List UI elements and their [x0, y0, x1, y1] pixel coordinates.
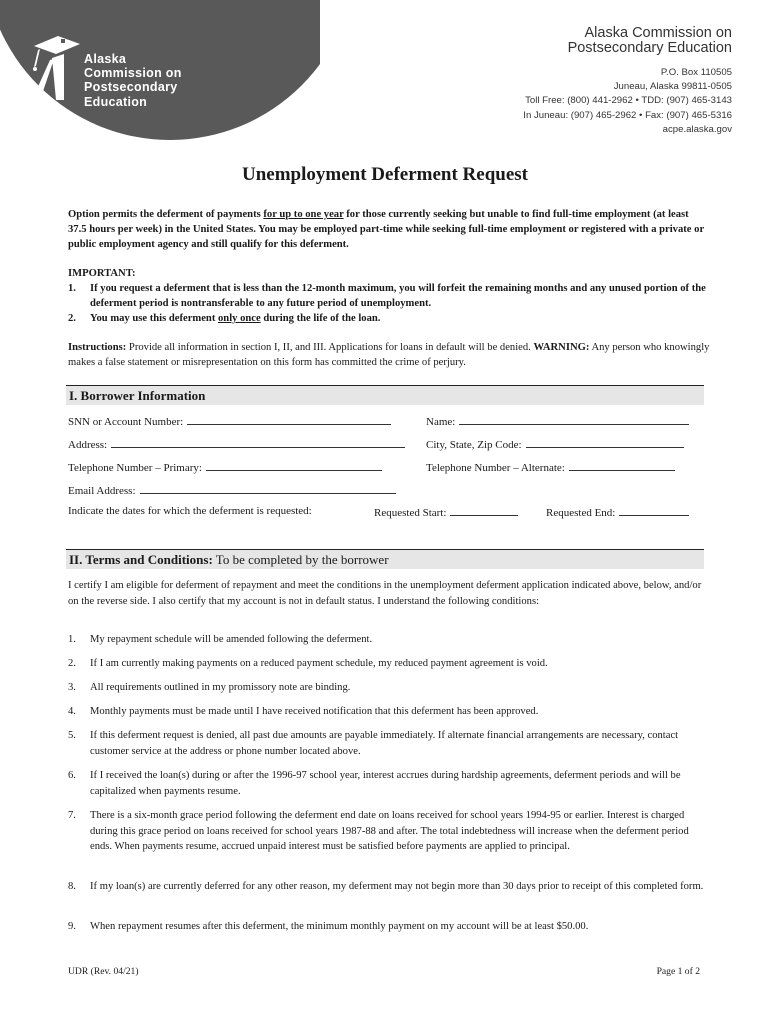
agency-contact [523, 26, 732, 137]
phone-line: Toll Free: (800) 441-2962 • TDD: (907) 465-3143 [525, 95, 732, 107]
important-block [68, 266, 708, 326]
page-number: Page 1 of 2 [656, 966, 700, 977]
condition-item [68, 656, 704, 672]
ssn-input-line[interactable] [187, 414, 391, 425]
section-heading-borrower [66, 385, 704, 405]
address-line: Juneau, Alaska 99811-0505 [613, 81, 732, 93]
condition-text: There is a six-month grace period following the deferment end date on loans received for school years 1994-95 or earlier. Interest is charged during this grace period on loans received for school years 1987-88 and after. The total indebtedness will increase when the deferment period ends. When payments resume, accrued unpaid interest must be satisfied before payments are applied to principal. [90, 810, 689, 852]
condition-item [68, 919, 704, 935]
warning-text: Any person who knowingly makes a false statement or misrepresentation on this form has committed the crime of perjury. [68, 342, 710, 368]
logo-text [84, 52, 182, 109]
name-input-line[interactable] [459, 414, 689, 425]
intro-emphasis: for up to one year [263, 209, 344, 220]
instructions [68, 340, 713, 370]
condition-number: 2. [68, 658, 76, 669]
field-label: Telephone Number – Primary: [68, 462, 202, 474]
important-item [68, 281, 708, 311]
address-input-line[interactable] [111, 437, 405, 448]
condition-number: 4. [68, 706, 76, 717]
condition-item [68, 768, 704, 799]
field-label: Telephone Number – Alternate: [426, 462, 565, 474]
condition-item [68, 632, 704, 648]
tel-alt-field[interactable] [426, 460, 675, 474]
tel-primary-field[interactable] [68, 460, 382, 474]
section-title: II. Terms and Conditions: [69, 552, 213, 567]
condition-number: 3. [68, 682, 76, 693]
phone-line: In Juneau: (907) 465-2962 • Fax: (907) 465-5316 [523, 109, 732, 121]
requested-start-input-line[interactable] [450, 505, 518, 516]
logo-line: Postsecondary [84, 80, 178, 95]
agency-name: Postsecondary Education [567, 40, 732, 56]
field-label: Name: [426, 416, 456, 428]
item-text: You may use this deferment [90, 313, 218, 324]
address-line: P.O. Box 110505 [660, 67, 732, 78]
item-text: during the life of the loan. [260, 313, 381, 324]
intro-text: Option permits the deferment of payments [68, 209, 264, 220]
logo-line: Education [84, 94, 148, 109]
city-field[interactable] [426, 437, 684, 451]
condition-number: 8. [68, 881, 76, 892]
field-label: Email Address: [68, 485, 136, 497]
condition-item [68, 728, 704, 759]
section-title: I. Borrower Information [69, 388, 206, 403]
condition-text: If I am currently making payments on a reduced payment schedule, my reduced payment agreement is void. [90, 658, 548, 669]
important-item [68, 311, 708, 326]
website: acpe.alaska.gov [662, 123, 732, 135]
condition-text: If this deferment request is denied, all past due amounts are payable immediately. If alternate financial arrangements are necessary, contact customer service at the address or phone number located above. [90, 730, 679, 757]
name-field[interactable] [426, 414, 689, 428]
ssn-field[interactable] [68, 414, 391, 428]
section-heading-terms [66, 549, 704, 569]
intro-paragraph [68, 207, 708, 252]
section-subtitle: To be completed by the borrower [212, 552, 389, 567]
condition-item [68, 680, 704, 696]
condition-item [68, 704, 704, 720]
condition-item [68, 879, 704, 895]
condition-text: Monthly payments must be made until I have received notification that this deferment has been approved. [90, 706, 539, 717]
warning-label: WARNING: [533, 342, 590, 353]
condition-number: 1. [68, 634, 76, 645]
instructions-label: Instructions: [68, 342, 127, 353]
requested-start-field[interactable] [374, 505, 518, 519]
terms-intro: I certify I am eligible for deferment of repayment and meet the conditions in the unemployment deferment application indicated above, below, and/or on the reverse side. I also certify that my account is not in default status. I understand the following conditions: [68, 580, 702, 607]
condition-item [68, 808, 704, 855]
alaska-mortarboard-icon [28, 32, 82, 104]
field-label: Address: [68, 439, 108, 451]
intro-text: for those currently seeking but unable to find full-time employment (at least 37.5 hours per week) in the United States. You may be employed part-time while seeking full-time employment or registered with a private or public employment agency and still qualify for this deferment. [68, 209, 704, 250]
agency-name: Alaska Commission on [584, 25, 732, 41]
condition-number: 6. [68, 770, 76, 781]
email-input-line[interactable] [140, 483, 396, 494]
condition-number: 5. [68, 730, 76, 741]
field-label: SNN or Account Number: [68, 416, 184, 428]
condition-text: All requirements outlined in my promissory note are binding. [90, 682, 351, 693]
email-field[interactable] [68, 483, 396, 497]
important-heading: IMPORTANT: [68, 268, 136, 279]
condition-text: My repayment schedule will be amended following the deferment. [90, 634, 373, 645]
condition-text: If I received the loan(s) during or after the 1996-97 school year, interest accrues during hardship agreements, deferment periods and will be capitalized when payments resume. [90, 770, 681, 797]
condition-text: If my loan(s) are currently deferred for any other reason, my deferment may not begin more than 30 days prior to receipt of this completed form. [90, 881, 704, 892]
form-revision: UDR (Rev. 04/21) [68, 966, 139, 977]
field-label: Requested Start: [374, 507, 447, 519]
condition-number: 9. [68, 921, 76, 932]
logo-line: Alaska [84, 52, 127, 66]
address-field[interactable] [68, 437, 405, 451]
item-number: 1. [68, 283, 76, 294]
agency-logo [0, 0, 320, 150]
requested-end-input-line[interactable] [619, 505, 689, 516]
condition-number: 7. [68, 810, 76, 821]
field-label: Requested End: [546, 507, 616, 519]
dates-instruction: Indicate the dates for which the deferment is requested: [68, 505, 312, 517]
condition-text: When repayment resumes after this deferment, the minimum monthly payment on my account will be at least $50.00. [90, 921, 589, 932]
tel-primary-input-line[interactable] [206, 460, 382, 471]
item-emphasis: only once [218, 313, 261, 324]
tel-alt-input-line[interactable] [569, 460, 675, 471]
requested-end-field[interactable] [546, 505, 689, 519]
item-number: 2. [68, 313, 76, 324]
city-input-line[interactable] [526, 437, 684, 448]
item-text: If you request a deferment that is less than the 12-month maximum, you will forfeit the remaining months and any unused portion of the deferment period is nontransferable to any future period of unemployment. [90, 283, 706, 309]
page-title: Unemployment Deferment Request [242, 164, 528, 185]
logo-line: Commission on [84, 66, 182, 81]
instructions-text: Provide all information in section I, II, and III. Applications for loans in default will be denied. [126, 342, 534, 353]
field-label: City, State, Zip Code: [426, 439, 522, 451]
